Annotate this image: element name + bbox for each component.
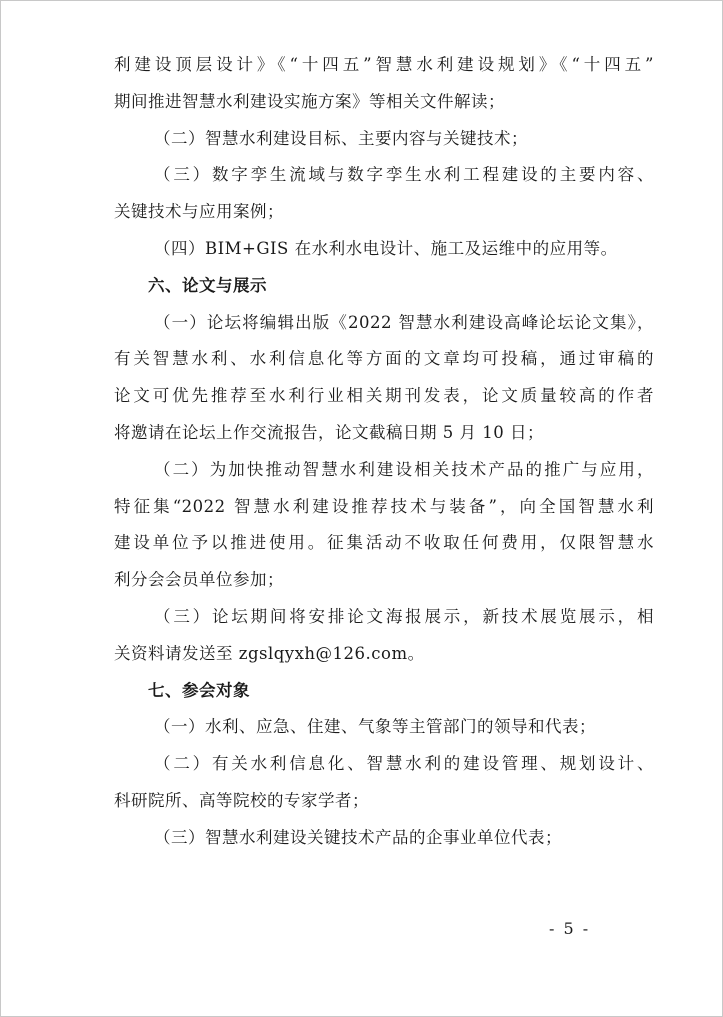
list-item: （三）智慧水利建设关键技术产品的企事业单位代表； <box>154 827 562 847</box>
text-line: 有关智慧水利、水利信息化等方面的文章均可投稿，通过审稿的 <box>114 349 654 369</box>
text-line: 建设单位予以推进使用。征集活动不收取任何费用，仅限智慧水 <box>114 533 654 553</box>
list-item: （一）论坛将编辑出版《2022 智慧水利建设高峰论坛论文集》， <box>154 312 654 332</box>
text-line: 将邀请在论坛上作交流报告，论文截稿日期 5 月 10 日； <box>114 422 544 442</box>
list-item: （二）为加快推动智慧水利建设相关技术产品的推广与应用， <box>154 459 654 479</box>
list-item: （四）BIM+GIS 在水利水电设计、施工及运维中的应用等。 <box>154 238 618 258</box>
list-item: （一）水利、应急、住建、气象等主管部门的领导和代表； <box>154 717 596 737</box>
list-item: （二）有关水利信息化、智慧水利的建设管理、规划设计、 <box>154 754 654 774</box>
text-line: 关键技术与应用案例； <box>114 202 284 222</box>
text-line: 关资料请发送至 zgslqyxh@126.com。 <box>114 643 425 663</box>
list-item: （三）数字孪生流域与数字孪生水利工程建设的主要内容、 <box>154 165 654 185</box>
page-number: - 5 - <box>549 919 591 938</box>
text-line: 利建设顶层设计》《“十四五”智慧水利建设规划》《“十四五” <box>114 55 654 74</box>
section-heading: 六、论文与展示 <box>148 275 267 295</box>
list-item: （三）论坛期间将安排论文海报展示，新技术展览展示，相 <box>154 606 654 626</box>
text-line: 科研院所、高等院校的专家学者； <box>114 790 369 810</box>
document-body <box>114 47 654 857</box>
text-line: 利分会会员单位参加； <box>114 570 284 590</box>
text-line: 期间推进智慧水利建设实施方案》等相关文件解读； <box>114 91 505 111</box>
list-item: （二）智慧水利建设目标、主要内容与关键技术； <box>154 128 528 148</box>
text-line: 特征集“2022 智慧水利建设推荐技术与装备”，向全国智慧水利 <box>114 496 654 516</box>
section-heading: 七、参会对象 <box>148 680 250 700</box>
text-line: 论文可优先推荐至水利行业相关期刊发表，论文质量较高的作者 <box>114 386 654 406</box>
